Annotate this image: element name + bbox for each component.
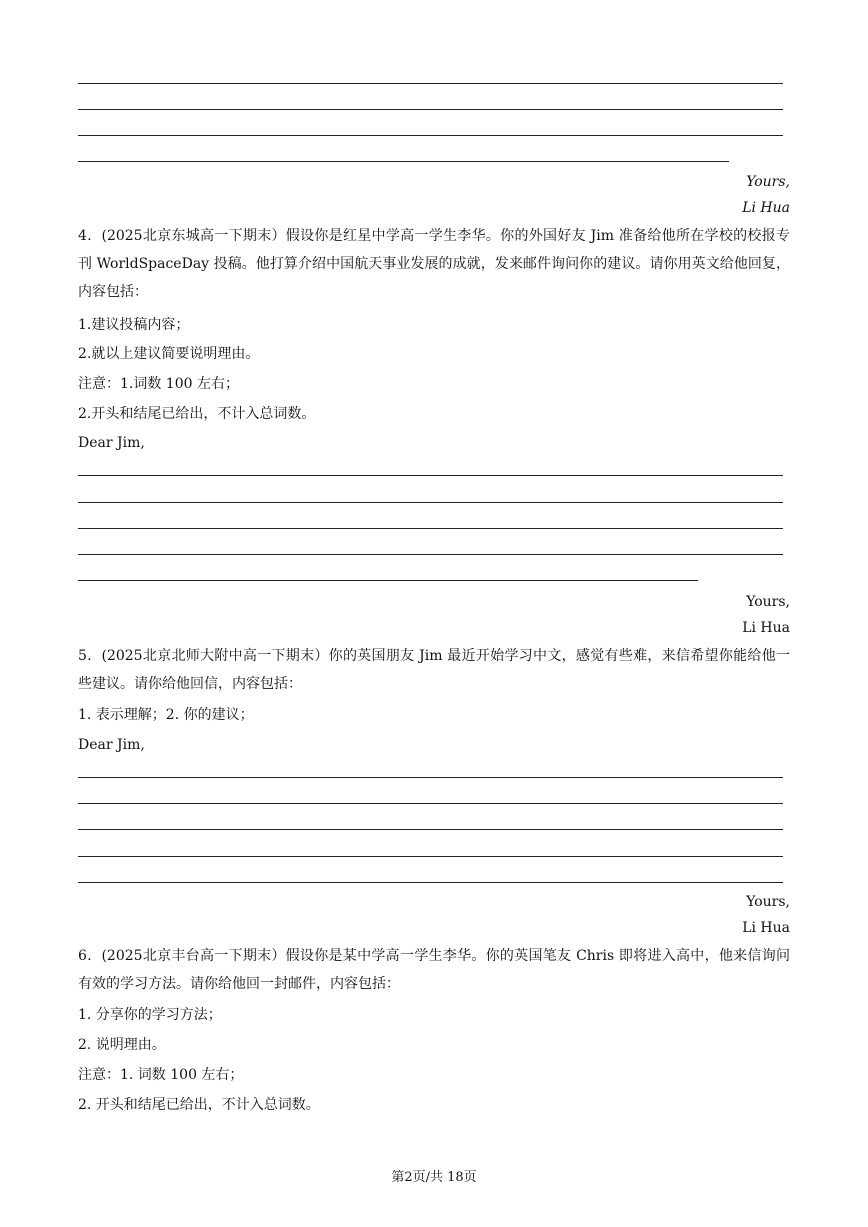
writing-line xyxy=(78,475,783,476)
q5-closing: Yours, xyxy=(746,894,790,910)
writing-line xyxy=(78,502,783,503)
q4-prompt: 4．(2025北京东城高一下期末）假设你是红星中学高一学生李华。你的外国好友 Jim 准备给他所在学校的校报专刊 WorldSpaceDay 投稿。他打算介绍中国航天事业发展的成就，发来邮件询问你的建议。请你用英文给他回复，内容包括： xyxy=(78,228,790,300)
writing-line xyxy=(78,161,729,162)
writing-line xyxy=(78,83,783,84)
q5-items: 1. 表示理解；2. 你的建议； xyxy=(78,707,254,723)
q4-signature: Li Hua xyxy=(742,620,790,636)
writing-line xyxy=(78,528,783,529)
q3-signature: Li Hua xyxy=(742,200,790,216)
writing-line xyxy=(78,109,783,110)
q6-prompt: 6．(2025北京丰台高一下期末）假设你是某中学高一学生李华。你的英国笔友 Chris 即将进入高中，他来信询问有效的学习方法。请你给他回一封邮件，内容包括： xyxy=(78,948,790,992)
q5-signature: Li Hua xyxy=(742,920,790,936)
q3-closing: Yours, xyxy=(746,174,790,190)
q4-note-2: 2.开头和结尾已给出，不计入总词数。 xyxy=(78,406,316,422)
writing-line xyxy=(78,803,783,804)
page-number: 第2页/共 18页 xyxy=(391,1170,477,1185)
q6-note-1: 注意：1. 词数 100 左右； xyxy=(78,1067,244,1083)
writing-line xyxy=(78,135,783,136)
q4-note-1: 注意：1.词数 100 左右； xyxy=(78,376,239,392)
q6-item-1: 1. 分享你的学习方法； xyxy=(78,1007,222,1023)
q4-closing: Yours, xyxy=(746,594,790,610)
q5-prompt: 5．(2025北京北师大附中高一下期末）你的英国朋友 Jim 最近开始学习中文，感觉有些难，来信希望你能给他一些建议。请你给他回信，内容包括： xyxy=(78,648,790,692)
writing-line xyxy=(78,580,698,581)
q6-item-2: 2. 说明理由。 xyxy=(78,1037,166,1053)
writing-line xyxy=(78,856,783,857)
q6-note-2: 2. 开头和结尾已给出，不计入总词数。 xyxy=(78,1097,320,1113)
writing-line xyxy=(78,829,783,830)
writing-line xyxy=(78,882,783,883)
q4-greeting: Dear Jim, xyxy=(78,435,145,451)
q5-greeting: Dear Jim, xyxy=(78,737,145,753)
writing-line xyxy=(78,777,783,778)
q4-item-1: 1.建议投稿内容； xyxy=(78,317,190,333)
q4-item-2: 2.就以上建议简要说明理由。 xyxy=(78,346,260,362)
writing-line xyxy=(78,554,783,555)
